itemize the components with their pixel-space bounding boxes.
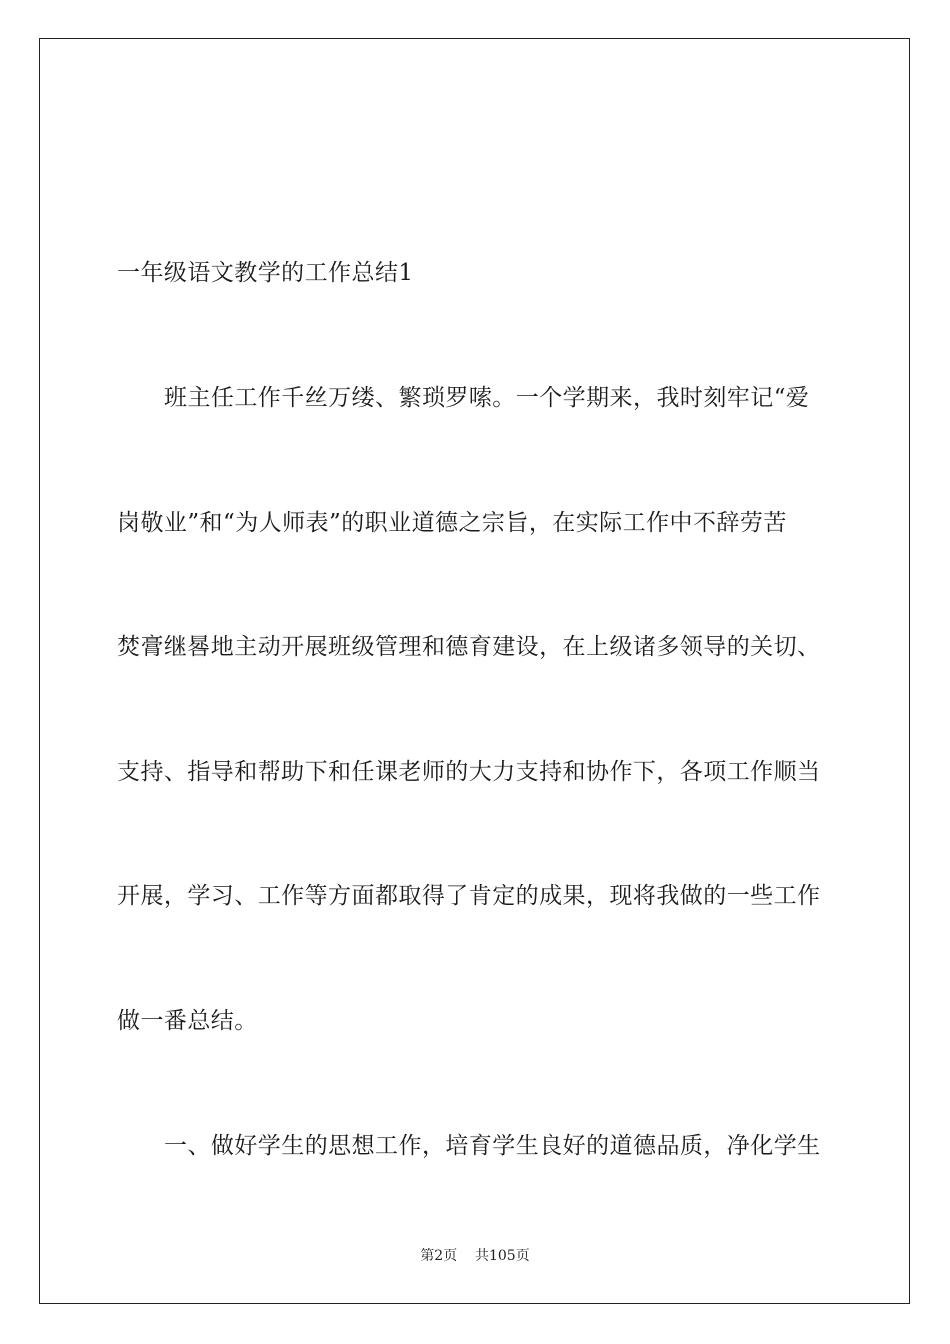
- paragraph-line: 一、做好学生的思想工作，培育学生良好的道德品质，净化学生: [164, 1133, 821, 1159]
- paragraph-line: 班主任工作千丝万缕、繁琐罗嗦。一个学期来，我时刻牢记“爱: [164, 385, 810, 411]
- paragraph-line: 岗敬业”和“为人师表”的职业道德之宗旨，在实际工作中不辞劳苦: [117, 510, 787, 536]
- paragraph-line: 焚膏继晷地主动开展班级管理和德育建设，在上级诸多领导的关切、: [117, 634, 821, 660]
- paragraph-line: 做一番总结。: [117, 1008, 258, 1034]
- document-title: 一年级语文教学的工作总结1: [117, 260, 414, 286]
- page-number: 第2页 共105页: [420, 1248, 530, 1264]
- page-frame: [39, 38, 910, 1304]
- paragraph-line: 开展，学习、工作等方面都取得了肯定的成果，现将我做的一些工作: [117, 883, 821, 909]
- paragraph-line: 支持、指导和帮助下和任课老师的大力支持和协作下，各项工作顺当: [117, 759, 821, 785]
